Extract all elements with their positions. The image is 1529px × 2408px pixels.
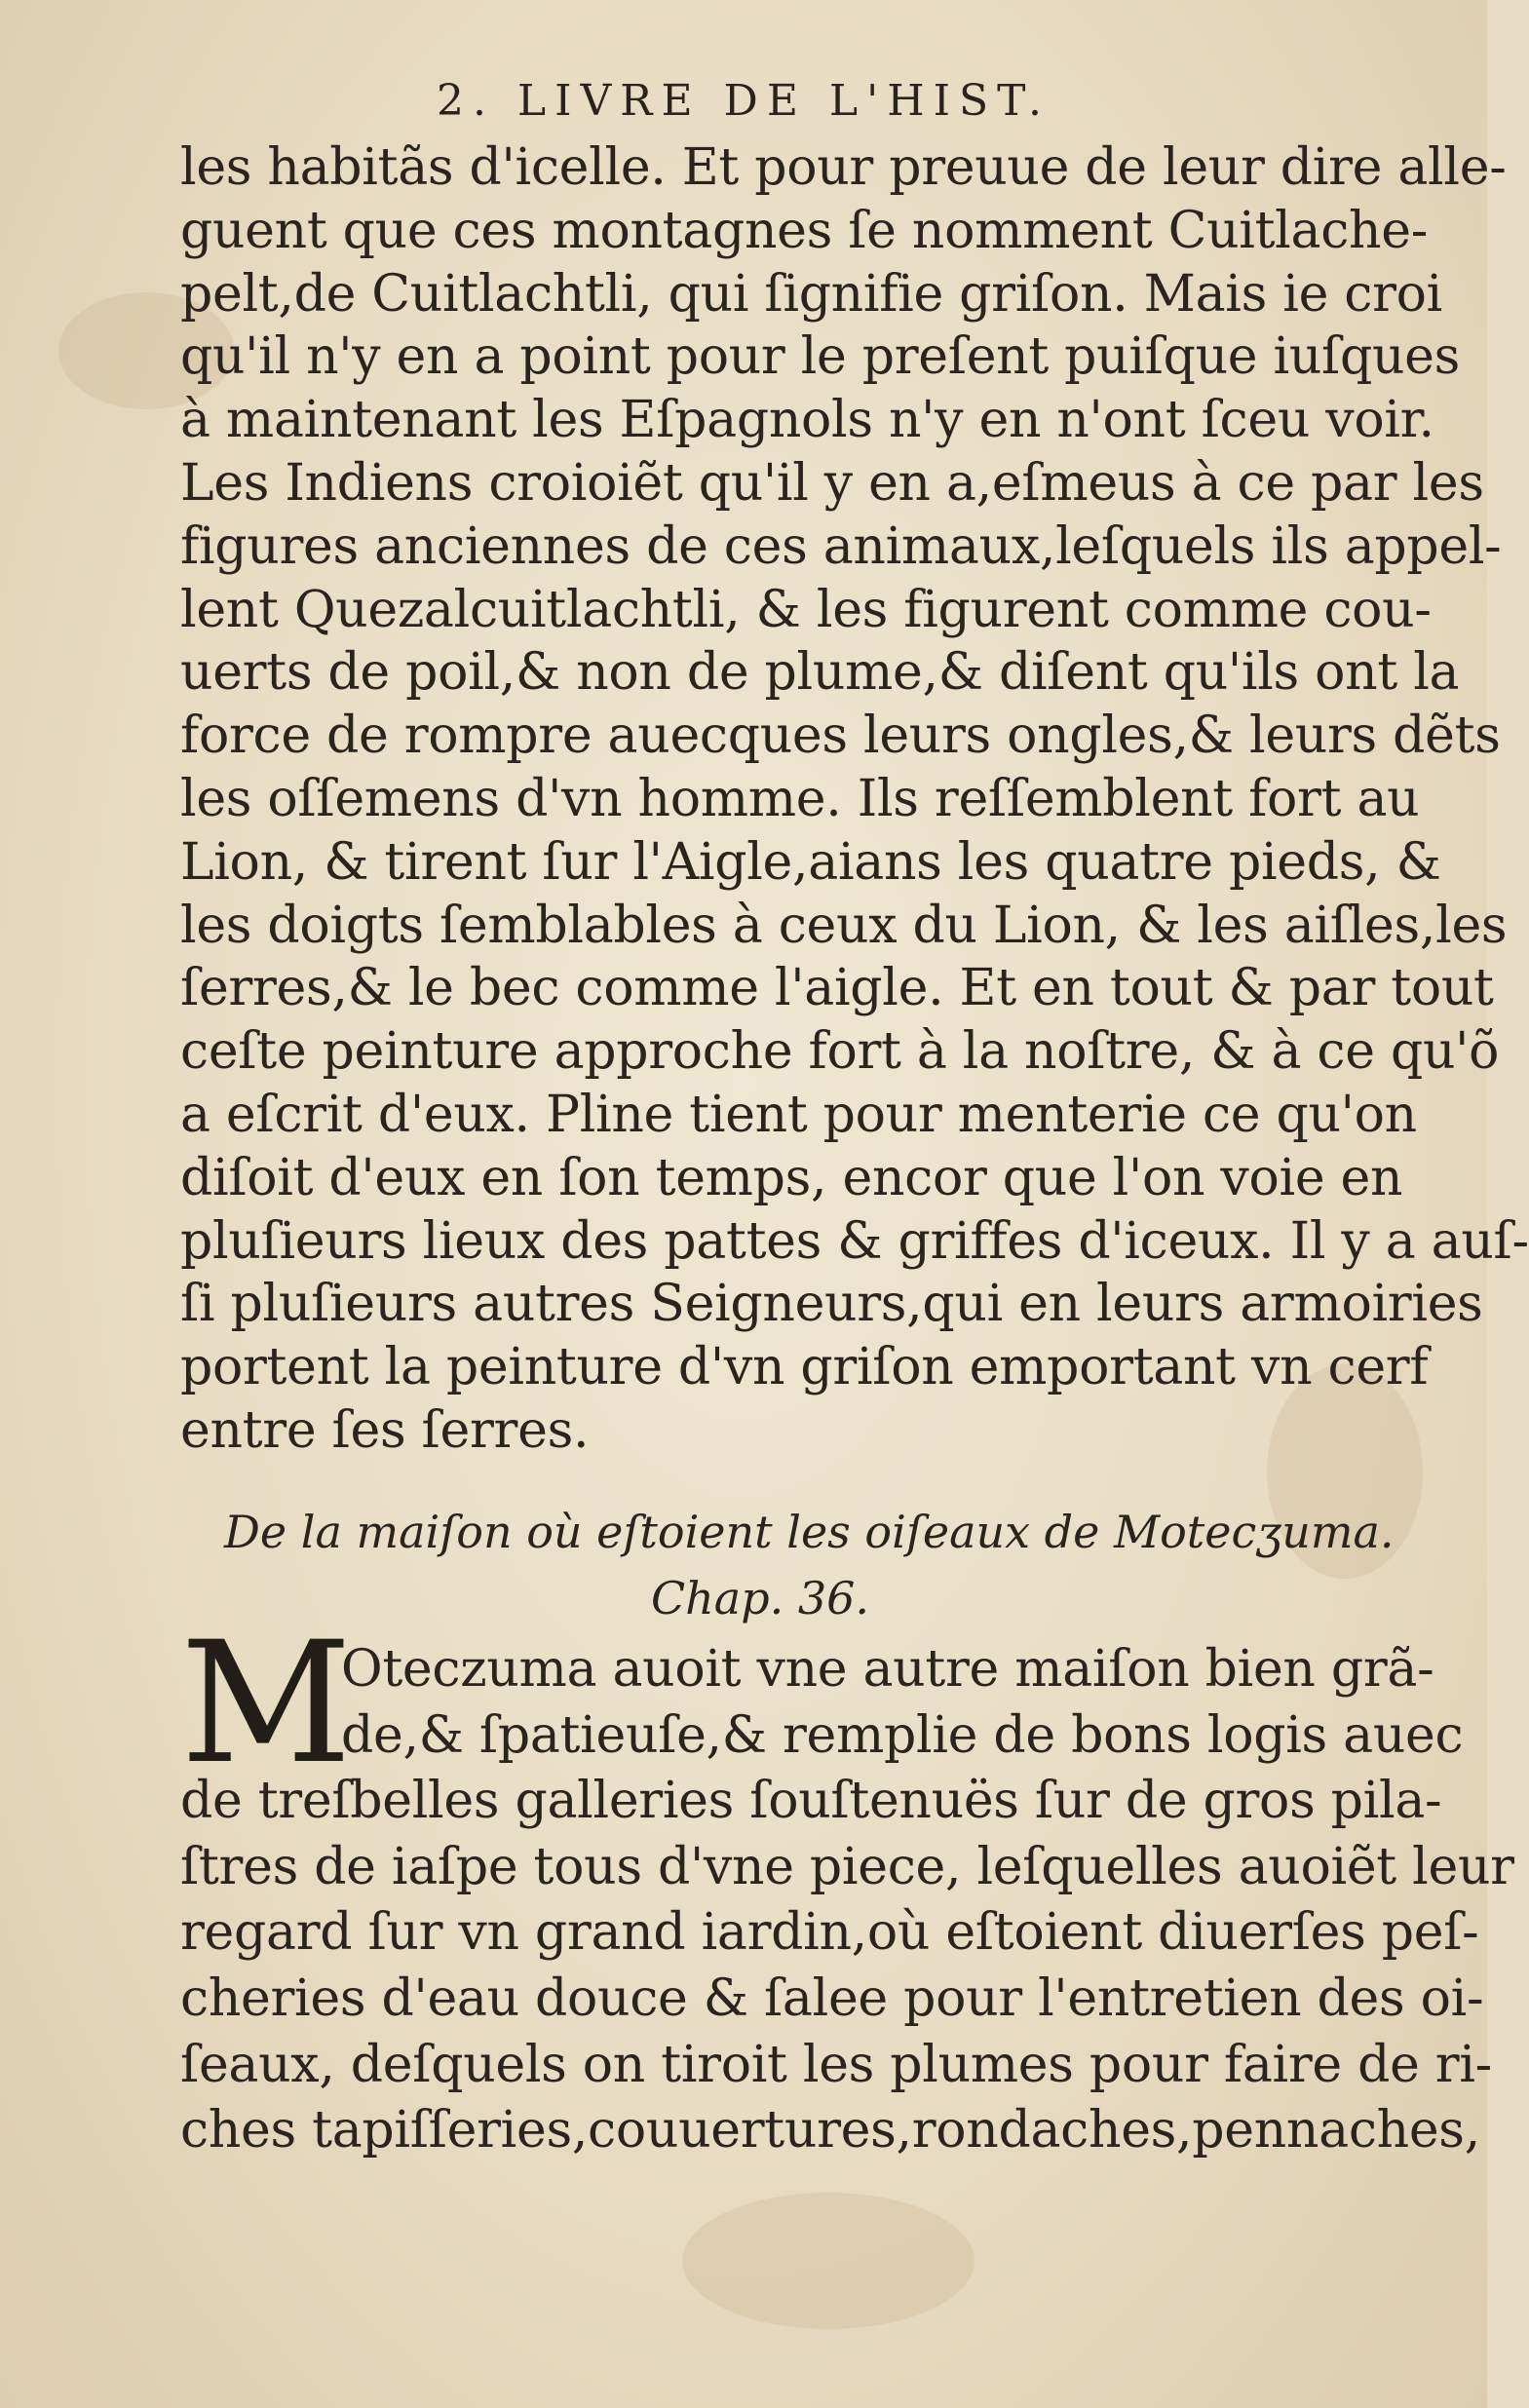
text-line: Lion, & tirent ſur l'Aigle,aians les quatre pieds, & xyxy=(180,832,1441,892)
text-line: diſoit d'eux en ſon temps, encor que l'on voie en xyxy=(180,1148,1403,1207)
paper-stain xyxy=(682,2193,975,2329)
text-line: pluſieurs lieux des pattes & griffes d'iceux. Il y a auſ- xyxy=(180,1211,1529,1271)
text-line: portent la peinture d'vn griſon emportant vn cerf xyxy=(180,1338,1429,1397)
text-line: entre ſes ſerres. xyxy=(180,1400,590,1460)
chapter-text xyxy=(180,1637,1514,2164)
text-line: de,& ſpatieuſe,& remplie de bons logis auec xyxy=(341,1705,1464,1765)
text-line: de treſbelles galleries ſouſtenuës ſur de gros pila- xyxy=(180,1772,1442,1831)
text-line: les doigts ſemblables à ceux du Lion, & les aiſles,les xyxy=(180,896,1508,955)
text-line: qu'il n'y en a point pour le preſent puiſque iuſques xyxy=(180,327,1461,387)
text-line: uerts de poil,& non de plume,& diſent qu'ils ont la xyxy=(180,643,1460,703)
text-line: ceſte peinture approche fort à la noſtre, & à ce qu'õ xyxy=(180,1022,1500,1082)
running-header: 2. LIVRE DE L'HIST. xyxy=(436,76,1051,126)
text-line: à maintenant les Eſpagnols n'y en n'ont ſceu voir. xyxy=(180,391,1434,450)
text-line: les oſſemens d'vn homme. Ils reſſemblent fort au xyxy=(180,769,1420,828)
body-text xyxy=(180,136,1529,1463)
text-line: ſerres,& le bec comme l'aigle. Et en tout & par tout xyxy=(180,959,1494,1018)
text-line: pelt,de Cuitlachtli, qui ſignifie griſon. Mais ie croi xyxy=(180,264,1442,324)
text-line: ſeaux, deſquels on tiroit les plumes pour faire de ri- xyxy=(180,2035,1492,2094)
text-line: figures anciennes de ces animaux,leſquels ils appel- xyxy=(180,516,1502,576)
text-line: ſtres de iaſpe tous d'vne piece, leſquelles auoiẽt leur xyxy=(180,1837,1514,1896)
text-line: Oteczuma auoit vne autre maiſon bien grã- xyxy=(341,1640,1434,1699)
text-line: a eſcrit d'eux. Pline tient pour menterie ce qu'on xyxy=(180,1085,1417,1144)
text-line: les habitãs d'icelle. Et pour preuue de leur dire alle- xyxy=(180,138,1507,197)
text-line: force de rompre auecques leurs ongles,& leurs dẽts xyxy=(180,707,1501,766)
text-line: ches tapiſſeries,couuertures,rondaches,pennaches, xyxy=(180,2101,1480,2160)
chapter-number: Chap. 36. xyxy=(650,1572,870,1624)
text-line: guent que ces montagnes ſe nomment Cuitlache- xyxy=(180,201,1428,260)
text-line: regard ſur vn grand iardin,où eſtoient diuerſes peſ- xyxy=(180,1903,1479,1963)
text-line: cheries d'eau douce & ſalee pour l'entretien des oi- xyxy=(180,1968,1484,2028)
text-line: lent Quezalcuitlachtli, & les figurent comme cou- xyxy=(180,580,1432,639)
text-line: ſi pluſieurs autres Seigneurs,qui en leurs armoiries xyxy=(180,1275,1483,1334)
text-line: Les Indiens croioiẽt qu'il y en a,eſmeus à ce par les xyxy=(180,453,1484,513)
drop-cap: M xyxy=(180,1605,353,1801)
chapter-title: De la maiſon où eſtoient les oiſeaux de Motecʒuma. xyxy=(224,1506,1395,1558)
